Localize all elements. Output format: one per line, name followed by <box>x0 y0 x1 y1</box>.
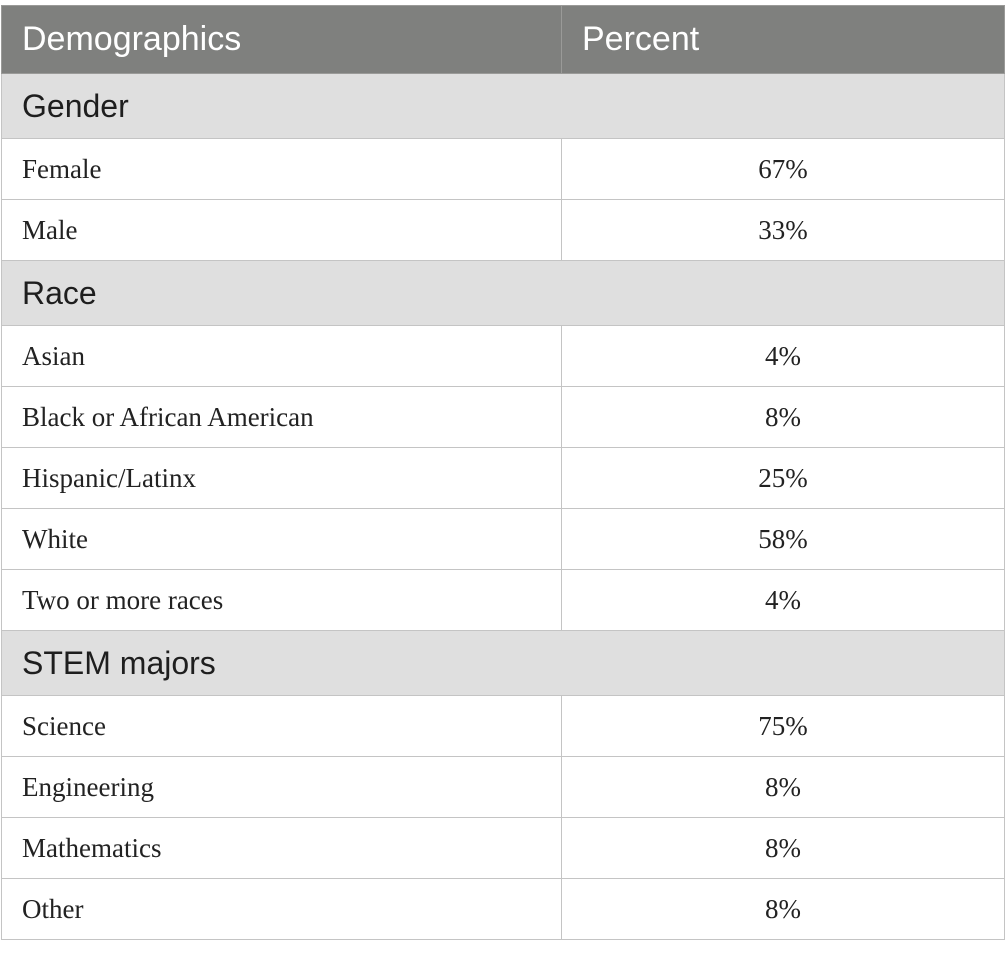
row-value: 8% <box>562 387 1005 448</box>
table-row <box>2 509 1005 570</box>
row-value: 33% <box>562 200 1005 261</box>
row-value: 58% <box>562 509 1005 570</box>
row-value: 4% <box>562 326 1005 387</box>
row-value: 4% <box>562 570 1005 631</box>
row-label: Hispanic/Latinx <box>2 448 562 509</box>
row-label: Female <box>2 139 562 200</box>
row-value: 8% <box>562 818 1005 879</box>
row-label: White <box>2 509 562 570</box>
demographics-table <box>1 5 1005 940</box>
row-label: Asian <box>2 326 562 387</box>
row-label: Engineering <box>2 757 562 818</box>
section-title: STEM majors <box>2 631 1005 696</box>
row-label: Black or African American <box>2 387 562 448</box>
table-row <box>2 448 1005 509</box>
section-row-race <box>2 261 1005 326</box>
section-row-stem-majors <box>2 631 1005 696</box>
table-row <box>2 879 1005 940</box>
row-label: Male <box>2 200 562 261</box>
section-row-gender <box>2 74 1005 139</box>
header-demographics: Demographics <box>2 6 562 74</box>
table-row <box>2 696 1005 757</box>
row-value: 75% <box>562 696 1005 757</box>
header-row <box>2 6 1005 74</box>
header-percent: Percent <box>562 6 1005 74</box>
table-row <box>2 200 1005 261</box>
table-row <box>2 387 1005 448</box>
section-title: Race <box>2 261 1005 326</box>
table-row <box>2 326 1005 387</box>
row-label: Other <box>2 879 562 940</box>
row-label: Science <box>2 696 562 757</box>
row-value: 25% <box>562 448 1005 509</box>
table-row <box>2 570 1005 631</box>
section-title: Gender <box>2 74 1005 139</box>
row-value: 67% <box>562 139 1005 200</box>
table-row <box>2 139 1005 200</box>
row-value: 8% <box>562 757 1005 818</box>
table-row <box>2 757 1005 818</box>
row-value: 8% <box>562 879 1005 940</box>
row-label: Two or more races <box>2 570 562 631</box>
table-row <box>2 818 1005 879</box>
row-label: Mathematics <box>2 818 562 879</box>
